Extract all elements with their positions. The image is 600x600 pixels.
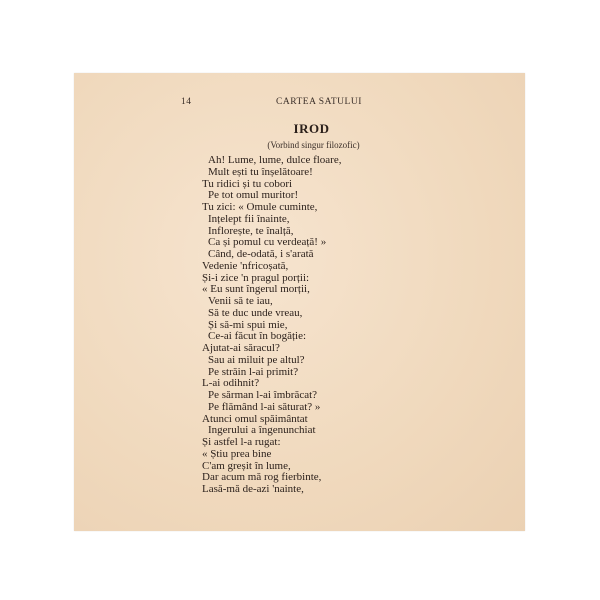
poem-line: Mult ești tu înșelătoare! xyxy=(208,165,313,178)
page-header xyxy=(74,97,525,113)
running-title: CARTEA SATULUI xyxy=(276,97,362,107)
poem-line: Dar acum mă rog fierbinte, xyxy=(202,471,322,484)
poem-line: L-ai odihnit? xyxy=(202,377,260,390)
poem-line: Ingerului a îngenunchiat xyxy=(208,424,316,437)
poem-line: « Eu sunt îngerul morții, xyxy=(202,283,310,296)
poem-line: Ah! Lume, lume, dulce floare, xyxy=(208,154,342,166)
poem-line: Ajutat-ai săracul? xyxy=(202,342,280,354)
poem-line: Venii să te iau, xyxy=(208,295,273,307)
poem-line: Atunci omul spăimântat xyxy=(202,412,308,425)
poem-line: Inflorește, te înalță, xyxy=(208,224,294,237)
poem-line: Când, de-odată, i s'arată xyxy=(208,248,314,260)
poem-line: Sau ai miluit pe altul? xyxy=(208,353,305,366)
poem-body xyxy=(202,155,341,496)
poem-line: « Știu prea bine xyxy=(202,447,272,460)
poem-line: Ca și pomul cu verdeață! » xyxy=(208,236,327,249)
poem-line: Pe tot omul muritor! xyxy=(208,189,299,202)
poem-line: Tu ridici și tu cobori xyxy=(202,177,293,190)
poem-line: Pe străin l-ai primit? xyxy=(208,365,299,378)
poem-line: Ințelept fii înainte, xyxy=(208,212,290,225)
book-page xyxy=(74,73,525,531)
poem-line: Lasă-mă de-azi 'nainte, xyxy=(202,483,304,495)
poem-line: Și să-mi spui mie, xyxy=(208,318,288,331)
poem-line: Pe flămând l-ai săturat? » xyxy=(208,400,321,413)
poem-line: Ce-ai făcut în bogăție: xyxy=(208,330,307,343)
poem-line: Să te duc unde vreau, xyxy=(208,306,303,319)
poem-line: Pe sărman l-ai îmbrăcat? xyxy=(208,389,318,401)
page-number: 14 xyxy=(181,97,192,107)
poem-subtitle xyxy=(74,140,525,150)
poem-subtitle-text: (Vorbind singur filozofic) xyxy=(267,140,360,150)
poem-line: Tu zici: « Omule cuminte, xyxy=(202,201,318,213)
poem-line: C'am greșit în lume, xyxy=(202,459,291,472)
poem-line: Vedenie 'nfricoșată, xyxy=(202,259,289,272)
poem-line: Și astfel l-a rugat: xyxy=(202,436,281,448)
poem-title xyxy=(74,121,525,137)
poem-title-text: IROD xyxy=(293,121,330,136)
poem-line: Și-i zice 'n pragul porții: xyxy=(202,271,310,284)
